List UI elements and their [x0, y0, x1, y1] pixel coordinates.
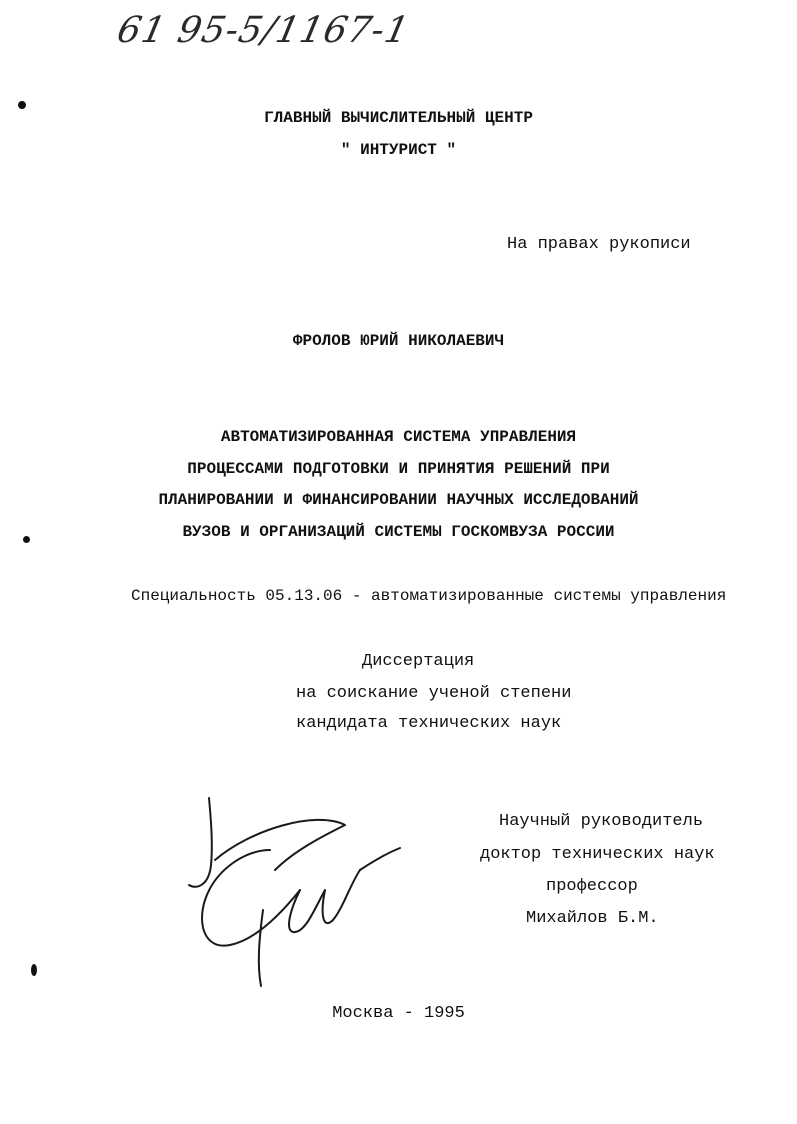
title-line-4: ВУЗОВ И ОРГАНИЗАЦИЙ СИСТЕМЫ ГОСКОМВУЗА РОССИИ [182, 523, 615, 541]
degree-line-3: кандидата технических наук [296, 714, 562, 733]
organization-line-1: ГЛАВНЫЙ ВЫЧИСЛИТЕЛЬНЫЙ ЦЕНТР [264, 109, 533, 127]
scan-speck [31, 964, 37, 976]
degree-line-1: Диссертация [362, 652, 475, 671]
organization-line-2: " ИНТУРИСТ " [340, 141, 457, 159]
archive-mark: 61 95-5/1167-1 [113, 10, 414, 51]
supervisor-line-1: Научный руководитель [499, 812, 704, 831]
title-line-1: АВТОМАТИЗИРОВАННАЯ СИСТЕМА УПРАВЛЕНИЯ [220, 428, 577, 446]
title-line-3: ПЛАНИРОВАНИИ И ФИНАНСИРОВАНИИ НАУЧНЫХ ИССЛЕДОВАНИЙ [158, 491, 639, 509]
supervisor-line-3: профессор [546, 877, 638, 896]
degree-line-2: на соискание ученой степени [296, 684, 572, 703]
signature [175, 790, 405, 990]
rights-note: На правах рукописи [507, 235, 691, 254]
supervisor-line-4: Михайлов Б.М. [526, 909, 659, 928]
title-line-2: ПРОЦЕССАМИ ПОДГОТОВКИ И ПРИНЯТИЯ РЕШЕНИЙ ПРИ [187, 460, 610, 478]
city-year: Москва - 1995 [332, 1004, 465, 1023]
author-name: ФРОЛОВ ЮРИЙ НИКОЛАЕВИЧ [292, 332, 505, 350]
specialty: Специальность 05.13.06 - автоматизированные системы управления [131, 587, 727, 605]
supervisor-line-2: доктор технических наук [480, 845, 715, 864]
